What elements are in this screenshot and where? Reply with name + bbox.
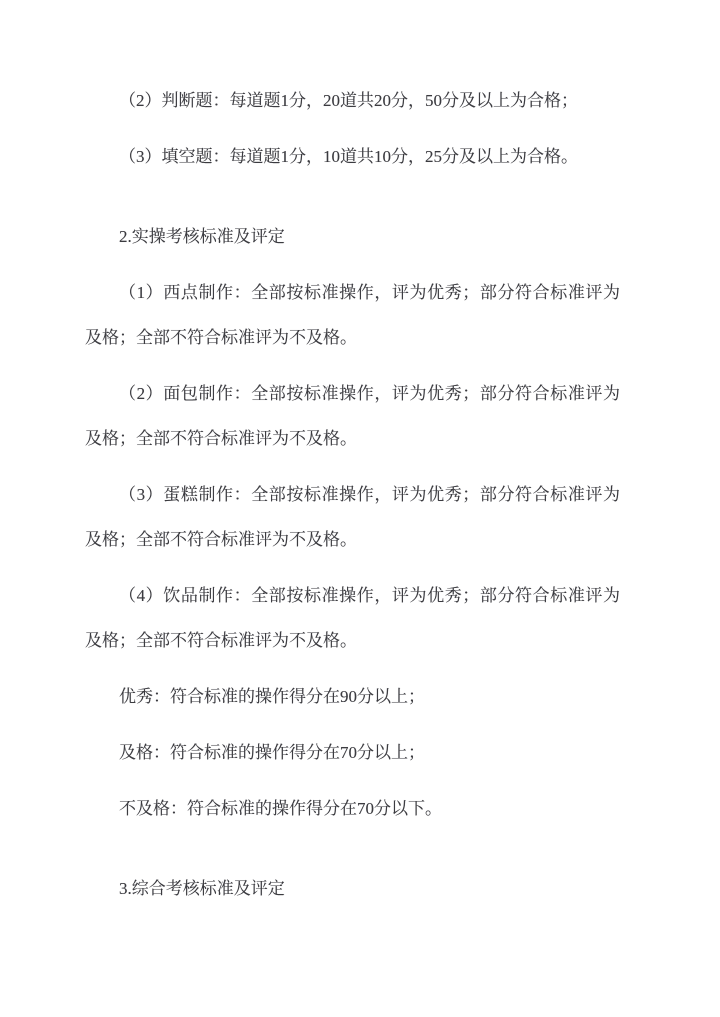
paragraph: （3）填空题：每道题1分，10道共10分，25分及以上为合格。 [119,147,578,166]
paragraph: （3）蛋糕制作：全部按标准操作，评为优秀；部分符合标准评为及格；全部不符合标准评为不及格。 [85,485,620,549]
paragraph: 及格：符合标准的操作得分在70分以上； [119,743,425,762]
paragraph: 不及格：符合标准的操作得分在70分以下。 [119,799,442,818]
paragraph: （2）判断题：每道题1分，20道共20分，50分及以上为合格； [119,91,578,110]
paragraph: 优秀：符合标准的操作得分在90分以上； [119,687,425,706]
paragraph: 3.综合考核标准及评定 [119,879,285,898]
paragraph: （1）西点制作：全部按标准操作，评为优秀；部分符合标准评为及格；全部不符合标准评为不及格。 [85,283,620,347]
paragraph: （2）面包制作：全部按标准操作，评为优秀；部分符合标准评为及格；全部不符合标准评为不及格。 [85,384,620,448]
paragraph: 2.实操考核标准及评定 [119,227,285,246]
paragraph: （4）饮品制作：全部按标准操作，评为优秀；部分符合标准评为及格；全部不符合标准评为不及格。 [85,586,620,650]
